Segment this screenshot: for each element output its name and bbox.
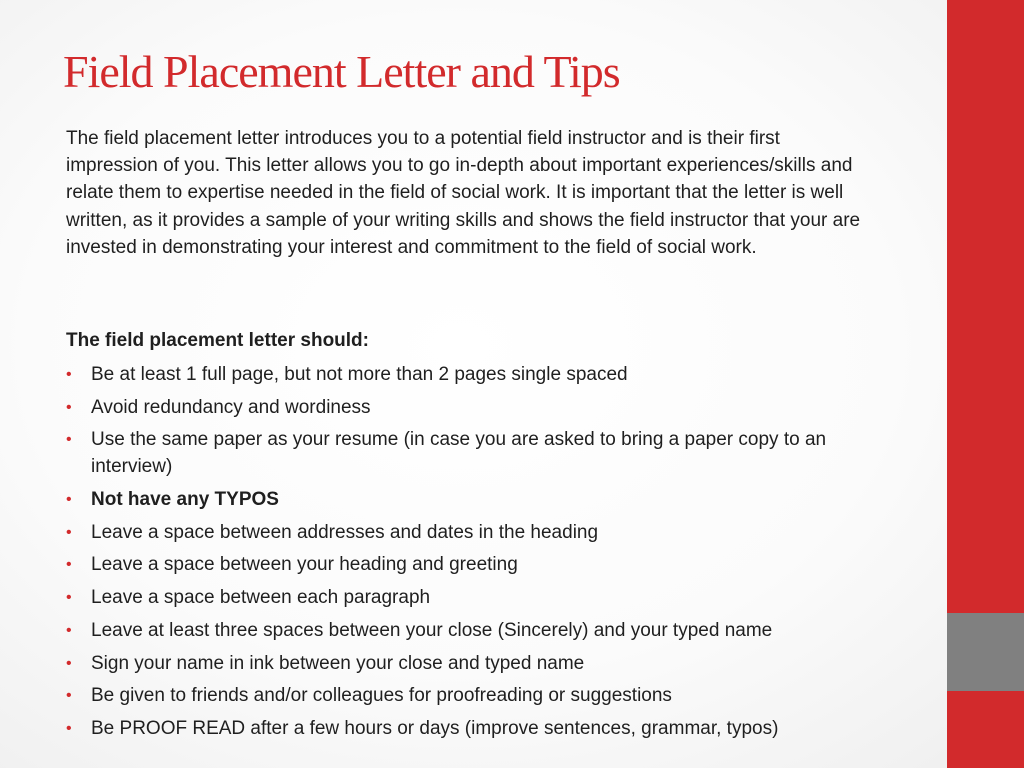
bullet-icon: • bbox=[66, 431, 72, 449]
list-item-text: Sign your name in ink between your close and typed name bbox=[91, 652, 585, 674]
bullet-icon: • bbox=[66, 687, 72, 705]
slide-title: Field Placement Letter and Tips bbox=[63, 46, 620, 97]
bullet-icon: • bbox=[66, 556, 72, 574]
sidebar-red-band-bottom bbox=[947, 691, 1024, 768]
list-item bbox=[66, 650, 866, 677]
list-item bbox=[66, 617, 866, 644]
bullet-icon: • bbox=[66, 654, 72, 672]
bullet-icon: • bbox=[66, 491, 72, 509]
decorative-sidebar bbox=[947, 0, 1024, 768]
sidebar-gray-band bbox=[947, 613, 1024, 691]
list-item bbox=[66, 682, 866, 709]
bullet-icon: • bbox=[66, 719, 72, 737]
list-item bbox=[66, 551, 866, 578]
list-item bbox=[66, 426, 866, 480]
list-item-text: Be given to friends and/or colleagues for proofreading or suggestions bbox=[91, 685, 672, 707]
list-item-text: Leave a space between addresses and dates in the heading bbox=[91, 521, 599, 543]
list-item bbox=[66, 361, 866, 388]
sidebar-red-band-top bbox=[947, 0, 1024, 613]
intro-paragraph: The field placement letter introduces you to a potential field instructor and is their first impression of you. This letter allows you to go in-depth about important experiences/skills and relate them to expertise needed in the field of social work. It is important that the letter is well written, as it provides a sample of your writing skills and shows the field instructor that your are invested in demonstrating your interest and commitment to the field of social work. bbox=[66, 128, 861, 258]
list-item-text: Be PROOF READ after a few hours or days (improve sentences, grammar, typos) bbox=[91, 717, 779, 739]
bullet-icon: • bbox=[66, 366, 72, 383]
list-item bbox=[66, 715, 866, 742]
bullet-icon: • bbox=[66, 523, 72, 541]
list-item-text: Use the same paper as your resume (in case you are asked to bring a paper copy to an interview) bbox=[91, 429, 827, 478]
list-item-text: Leave a space between your heading and greeting bbox=[91, 554, 518, 576]
tips-list bbox=[66, 361, 866, 748]
list-heading: The field placement letter should: bbox=[66, 330, 369, 351]
bullet-icon: • bbox=[66, 621, 72, 639]
list-item-text: Leave at least three spaces between your close (Sincerely) and your typed name bbox=[91, 619, 773, 641]
list-item bbox=[66, 519, 866, 546]
bullet-icon: • bbox=[66, 398, 72, 416]
list-item bbox=[66, 584, 866, 611]
list-item-text: Avoid redundancy and wordiness bbox=[91, 396, 371, 418]
bullet-icon: • bbox=[66, 589, 72, 607]
list-item bbox=[66, 486, 866, 513]
list-item bbox=[66, 394, 866, 421]
list-item-text: Leave a space between each paragraph bbox=[91, 587, 431, 609]
list-item-text: Not have any TYPOS bbox=[91, 489, 279, 511]
list-item-text: Be at least 1 full page, but not more than 2 pages single spaced bbox=[91, 364, 628, 385]
